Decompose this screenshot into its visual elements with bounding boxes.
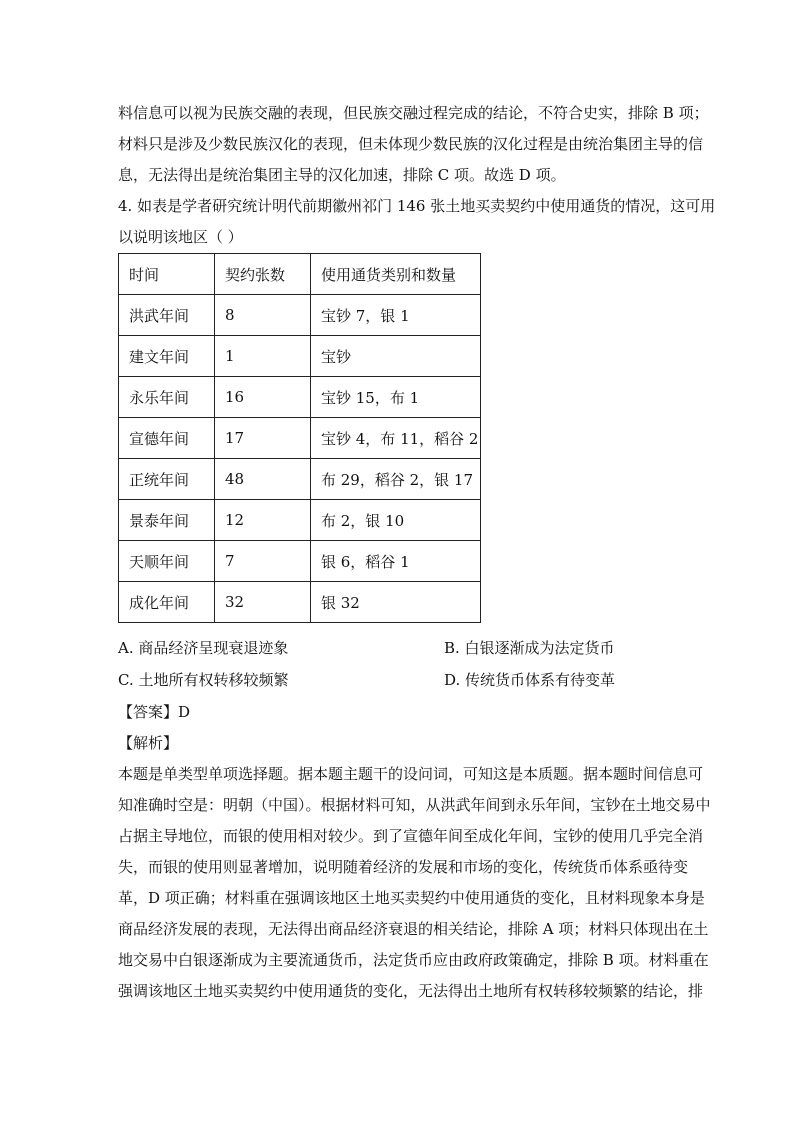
table-row bbox=[119, 295, 481, 336]
analysis-line: 失，而银的使用则显著增加，说明随着经济的发展和市场的变化，传统货币体系亟待变 bbox=[118, 858, 689, 876]
table-row bbox=[119, 336, 481, 377]
text-line: 材料只是涉及少数民族汉化的表现，但未体现少数民族的汉化过程是由统治集团主导的信 bbox=[118, 135, 704, 153]
currency-table bbox=[118, 253, 481, 623]
table-cell: 16 bbox=[215, 377, 311, 418]
analysis-label: 【解析】 bbox=[118, 734, 179, 752]
table-cell: 32 bbox=[215, 582, 311, 623]
table-header: 使用通货类别和数量 bbox=[311, 254, 481, 295]
table-cell: 建文年间 bbox=[119, 336, 215, 377]
analysis-line: 革，D 项正确；材料重在强调该地区土地买卖契约中使用通货的变化，且材料现象本身是 bbox=[118, 889, 705, 907]
analysis-line: 强调该地区土地买卖契约中使用通货的变化，无法得出土地所有权转移较频繁的结论，排 bbox=[118, 982, 704, 1000]
table-cell: 景泰年间 bbox=[119, 500, 215, 541]
text-line: 料信息可以视为民族交融的表现，但民族交融过程完成的结论，不符合史实，排除 B 项； bbox=[118, 104, 709, 122]
question-stem-line: 4. 如表是学者研究统计明代前期徽州祁门 146 张土地买卖契约中使用通货的情况，这可用 bbox=[118, 197, 716, 215]
table-header-row bbox=[119, 254, 481, 295]
question-stem-line: 以说明该地区（ ） bbox=[118, 228, 243, 246]
option-c: C. 土地所有权转移较频繁 bbox=[118, 671, 289, 689]
table-cell: 宝钞 15，布 1 bbox=[311, 377, 481, 418]
table-row bbox=[119, 541, 481, 582]
table-cell: 宝钞 4，布 11，稻谷 2 bbox=[311, 418, 481, 459]
table-cell: 正统年间 bbox=[119, 459, 215, 500]
table-cell: 天顺年间 bbox=[119, 541, 215, 582]
text-line: 息，无法得出是统治集团主导的汉化加速，排除 C 项。故选 D 项。 bbox=[118, 166, 566, 184]
option-b: B. 白银逐渐成为法定货币 bbox=[444, 639, 615, 657]
table-row bbox=[119, 500, 481, 541]
option-a: A. 商品经济呈现衰退迹象 bbox=[118, 639, 289, 657]
table-cell: 1 bbox=[215, 336, 311, 377]
table-row bbox=[119, 418, 481, 459]
table-cell: 8 bbox=[215, 295, 311, 336]
analysis-line: 商品经济发展的表现，无法得出商品经济衰退的相关结论，排除 A 项；材料只体现出在土 bbox=[118, 920, 709, 938]
table-row bbox=[119, 459, 481, 500]
table-row bbox=[119, 582, 481, 623]
table-cell: 48 bbox=[215, 459, 311, 500]
table-cell: 宣德年间 bbox=[119, 418, 215, 459]
table-header: 时间 bbox=[119, 254, 215, 295]
table-cell: 宝钞 bbox=[311, 336, 481, 377]
table-cell: 成化年间 bbox=[119, 582, 215, 623]
analysis-line: 占据主导地位，而银的使用相对较少。到了宣德年间至成化年间，宝钞的使用几乎完全消 bbox=[118, 827, 704, 845]
analysis-line: 本题是单类型单项选择题。据本题主题干的设问词，可知这是本质题。据本题时间信息可 bbox=[118, 765, 704, 783]
analysis-line: 知准确时空是：明朝（中国）。根据材料可知，从洪武年间到永乐年间，宝钞在土地交易中 bbox=[118, 796, 711, 814]
table-cell: 布 29，稻谷 2，银 17 bbox=[311, 459, 481, 500]
table-cell: 12 bbox=[215, 500, 311, 541]
table-cell: 银 32 bbox=[311, 582, 481, 623]
table-cell: 银 6，稻谷 1 bbox=[311, 541, 481, 582]
table-row bbox=[119, 377, 481, 418]
table-cell: 7 bbox=[215, 541, 311, 582]
table-cell: 布 2，银 10 bbox=[311, 500, 481, 541]
table-cell: 永乐年间 bbox=[119, 377, 215, 418]
table-cell: 宝钞 7，银 1 bbox=[311, 295, 481, 336]
table-header: 契约张数 bbox=[215, 254, 311, 295]
answer-line: 【答案】D bbox=[118, 703, 191, 721]
table-cell: 洪武年间 bbox=[119, 295, 215, 336]
analysis-line: 地交易中白银逐渐成为主要流通货币，法定货币应由政府政策确定，排除 B 项。材料重在 bbox=[118, 951, 709, 969]
table-cell: 17 bbox=[215, 418, 311, 459]
option-d: D. 传统货币体系有待变革 bbox=[444, 671, 616, 689]
